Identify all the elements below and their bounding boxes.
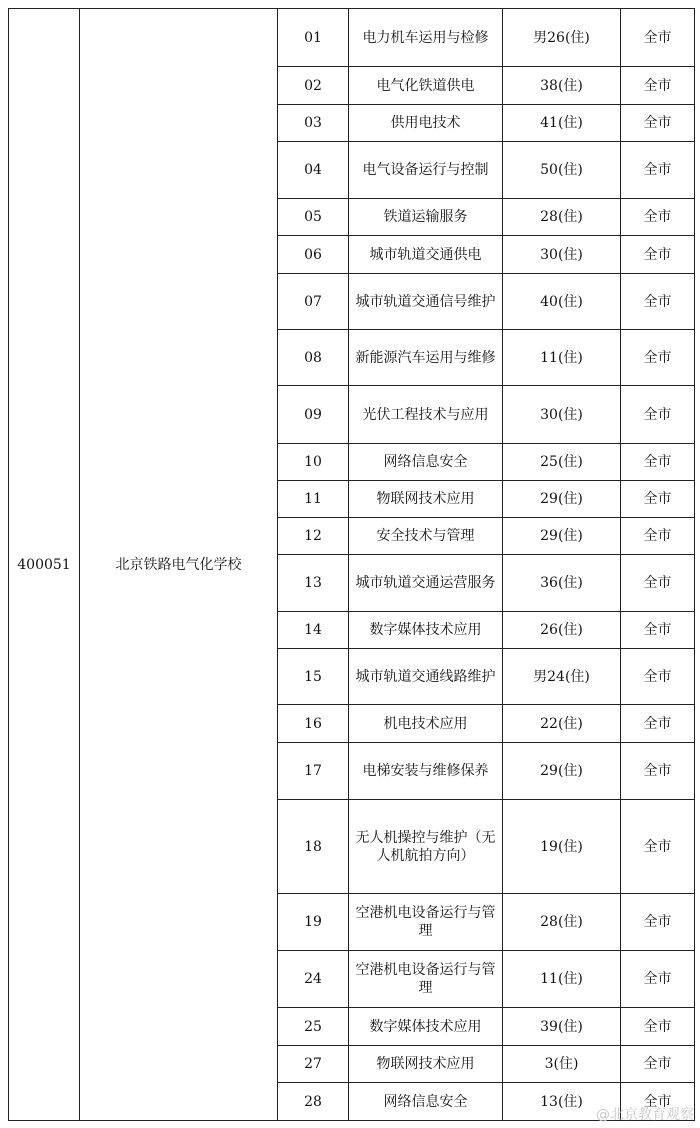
enrollment-quota: 3(住) bbox=[503, 1046, 621, 1083]
enrollment-quota: 男24(住) bbox=[503, 649, 621, 705]
major-number: 28 bbox=[278, 1083, 349, 1121]
enrollment-quota: 19(住) bbox=[503, 800, 621, 894]
school-code: 400051 bbox=[9, 9, 80, 1121]
major-number: 08 bbox=[278, 330, 349, 386]
major-name: 网络信息安全 bbox=[349, 1083, 503, 1121]
major-name: 城市轨道交通线路维护 bbox=[349, 649, 503, 705]
enrollment-scope: 全市 bbox=[621, 199, 695, 236]
major-name: 城市轨道交通运营服务 bbox=[349, 555, 503, 612]
enrollment-scope: 全市 bbox=[621, 274, 695, 330]
enrollment-scope: 全市 bbox=[621, 142, 695, 199]
major-number: 11 bbox=[278, 481, 349, 518]
major-name: 数字媒体技术应用 bbox=[349, 1008, 503, 1046]
enrollment-quota: 26(住) bbox=[503, 612, 621, 649]
major-number: 06 bbox=[278, 236, 349, 274]
major-number: 27 bbox=[278, 1046, 349, 1083]
enrollment-scope: 全市 bbox=[621, 649, 695, 705]
major-number: 15 bbox=[278, 649, 349, 705]
enrollment-quota: 11(住) bbox=[503, 951, 621, 1008]
major-name: 数字媒体技术应用 bbox=[349, 612, 503, 649]
enrollment-quota: 25(住) bbox=[503, 444, 621, 481]
enrollment-scope: 全市 bbox=[621, 705, 695, 743]
watermark: @北京教育观察 bbox=[596, 1107, 694, 1123]
enrollment-quota: 30(住) bbox=[503, 236, 621, 274]
enrollment-scope: 全市 bbox=[621, 9, 695, 67]
major-name: 空港机电设备运行与管理 bbox=[349, 951, 503, 1008]
enrollment-quota: 11(住) bbox=[503, 330, 621, 386]
major-number: 02 bbox=[278, 67, 349, 105]
major-name: 电气化铁道供电 bbox=[349, 67, 503, 105]
enrollment-scope: 全市 bbox=[621, 67, 695, 105]
enrollment-quota: 30(住) bbox=[503, 386, 621, 444]
enrollment-scope: 全市 bbox=[621, 555, 695, 612]
major-number: 10 bbox=[278, 444, 349, 481]
major-name: 物联网技术应用 bbox=[349, 1046, 503, 1083]
major-name: 铁道运输服务 bbox=[349, 199, 503, 236]
major-number: 25 bbox=[278, 1008, 349, 1046]
major-number: 17 bbox=[278, 743, 349, 800]
major-name: 城市轨道交通供电 bbox=[349, 236, 503, 274]
major-name: 电力机车运用与检修 bbox=[349, 9, 503, 67]
enrollment-scope: 全市 bbox=[621, 894, 695, 951]
enrollment-scope: 全市 bbox=[621, 743, 695, 800]
enrollment-quota: 40(住) bbox=[503, 274, 621, 330]
enrollment-quota: 29(住) bbox=[503, 481, 621, 518]
major-name: 网络信息安全 bbox=[349, 444, 503, 481]
enrollment-scope: 全市 bbox=[621, 105, 695, 142]
major-number: 18 bbox=[278, 800, 349, 894]
enrollment-scope: 全市 bbox=[621, 330, 695, 386]
table-row bbox=[9, 9, 695, 67]
major-number: 05 bbox=[278, 199, 349, 236]
major-name: 安全技术与管理 bbox=[349, 518, 503, 555]
major-name: 供用电技术 bbox=[349, 105, 503, 142]
enrollment-scope: 全市 bbox=[621, 236, 695, 274]
enrollment-scope: 全市 bbox=[621, 481, 695, 518]
major-name: 电梯安装与维修保养 bbox=[349, 743, 503, 800]
enrollment-quota: 28(住) bbox=[503, 199, 621, 236]
enrollment-scope: 全市 bbox=[621, 800, 695, 894]
enrollment-quota: 36(住) bbox=[503, 555, 621, 612]
major-name: 机电技术应用 bbox=[349, 705, 503, 743]
enrollment-scope: 全市 bbox=[621, 386, 695, 444]
major-number: 13 bbox=[278, 555, 349, 612]
enrollment-quota: 13(住) bbox=[503, 1083, 621, 1121]
major-number: 12 bbox=[278, 518, 349, 555]
major-number: 03 bbox=[278, 105, 349, 142]
enrollment-scope: 全市 bbox=[621, 1008, 695, 1046]
major-name: 新能源汽车运用与维修 bbox=[349, 330, 503, 386]
major-number: 19 bbox=[278, 894, 349, 951]
enrollment-scope: 全市 bbox=[621, 518, 695, 555]
enrollment-scope: 全市 bbox=[621, 951, 695, 1008]
major-name: 城市轨道交通信号维护 bbox=[349, 274, 503, 330]
major-number: 09 bbox=[278, 386, 349, 444]
enrollment-scope: 全市 bbox=[621, 1046, 695, 1083]
major-number: 07 bbox=[278, 274, 349, 330]
major-name: 无人机操控与维护（无人机航拍方向） bbox=[349, 800, 503, 894]
enrollment-quota: 41(住) bbox=[503, 105, 621, 142]
enrollment-quota: 38(住) bbox=[503, 67, 621, 105]
major-number: 04 bbox=[278, 142, 349, 199]
enrollment-scope: 全市 bbox=[621, 612, 695, 649]
major-name: 物联网技术应用 bbox=[349, 481, 503, 518]
major-name: 电气设备运行与控制 bbox=[349, 142, 503, 199]
enrollment-quota: 男26(住) bbox=[503, 9, 621, 67]
major-number: 01 bbox=[278, 9, 349, 67]
major-number: 16 bbox=[278, 705, 349, 743]
enrollment-quota: 29(住) bbox=[503, 518, 621, 555]
major-name: 光伏工程技术与应用 bbox=[349, 386, 503, 444]
major-name: 空港机电设备运行与管理 bbox=[349, 894, 503, 951]
enrollment-quota: 50(住) bbox=[503, 142, 621, 199]
major-number: 14 bbox=[278, 612, 349, 649]
enrollment-scope: 全市 bbox=[621, 444, 695, 481]
enrollment-scope: 全市 bbox=[621, 1083, 695, 1121]
major-number: 24 bbox=[278, 951, 349, 1008]
enrollment-table bbox=[8, 8, 695, 1121]
enrollment-quota: 29(住) bbox=[503, 743, 621, 800]
school-name: 北京铁路电气化学校 bbox=[80, 9, 278, 1121]
enrollment-quota: 22(住) bbox=[503, 705, 621, 743]
enrollment-quota: 39(住) bbox=[503, 1008, 621, 1046]
enrollment-quota: 28(住) bbox=[503, 894, 621, 951]
